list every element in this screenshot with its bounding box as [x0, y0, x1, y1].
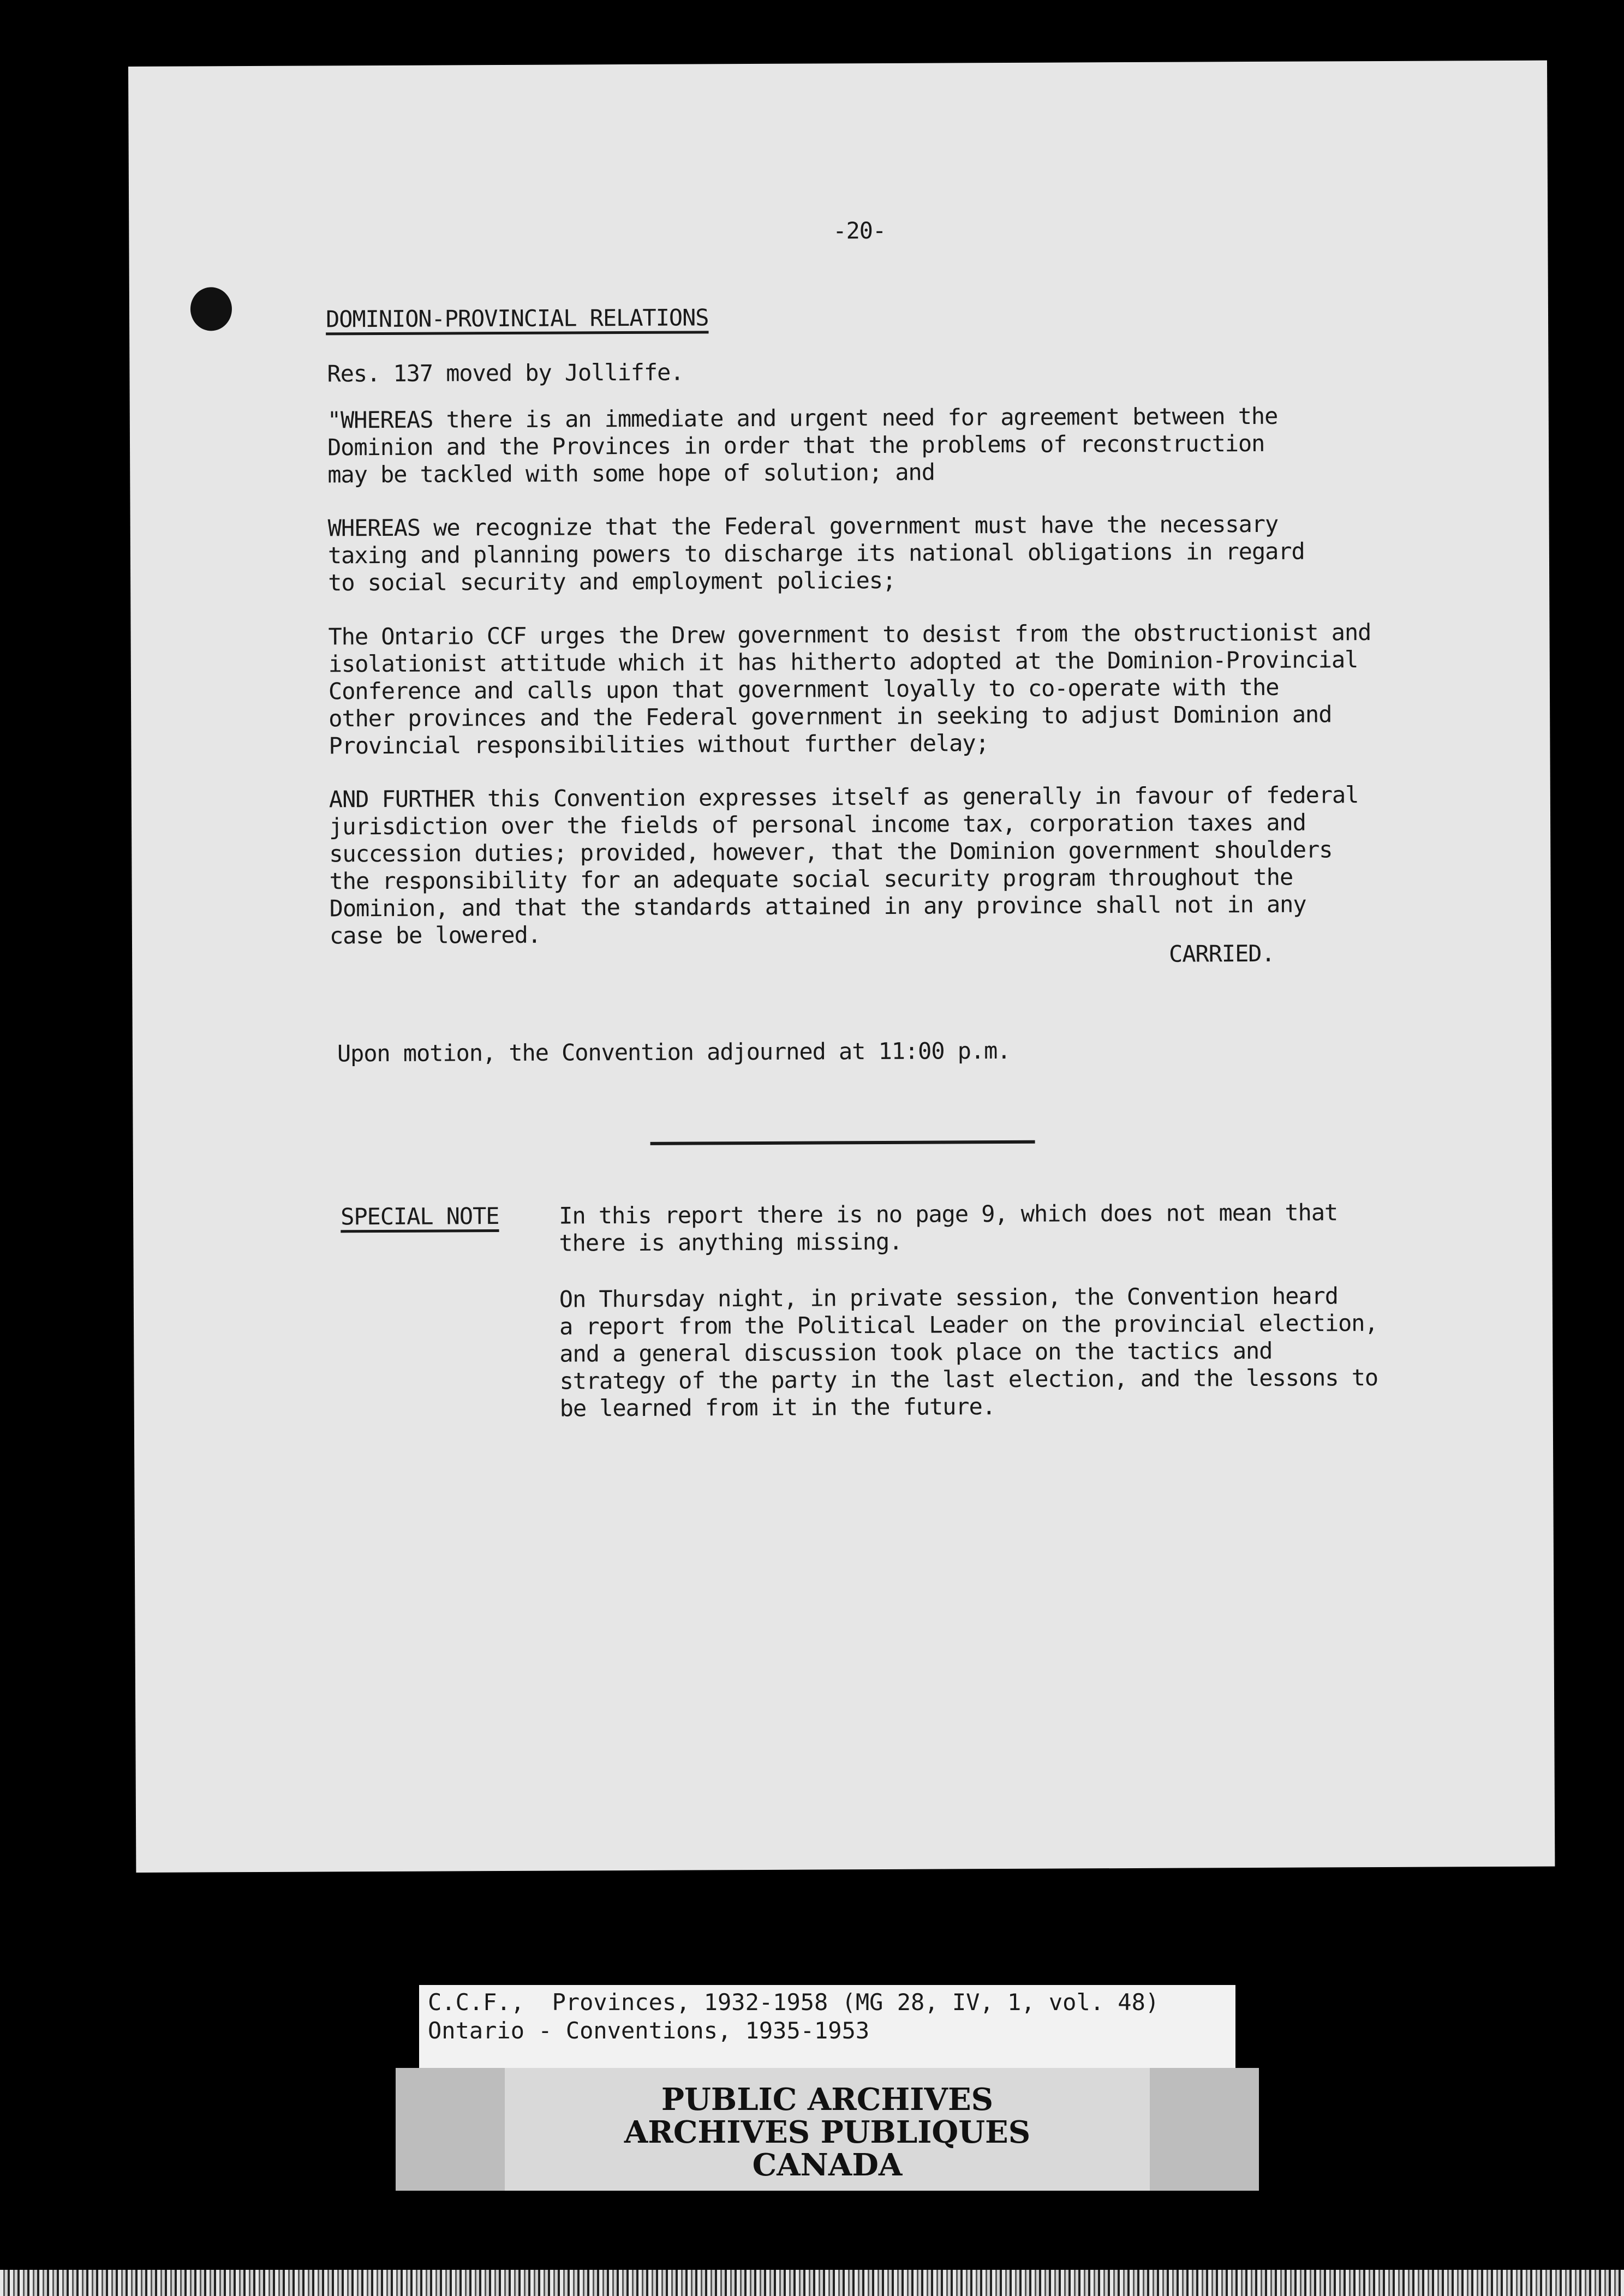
- paragraph-whereas-1: "WHEREAS there is an immediate and urgent need for agreement between the Dominion and the Provinces in order that the problems of reconstruction may be tackled with some hope of solution; and: [327, 402, 1278, 488]
- stamp-line-3: CANADA: [752, 2147, 903, 2183]
- stamp-line-1: PUBLIC ARCHIVES: [661, 2082, 994, 2118]
- archive-reference-line-1: C.C.F., Provinces, 1932-1958 (MG 28, IV, 1, vol. 48): [428, 1989, 1160, 2016]
- special-note-paragraph-2: On Thursday night, in private session, the Convention heard a report from the Political Leader on the provincial election, and a general discussion took place on the tactics and strategy of the party in the last election, and the lessons to be learned from it in the future.: [559, 1282, 1378, 1422]
- archive-reference-label: [419, 1985, 1235, 2071]
- page-number: -20-: [833, 217, 886, 244]
- carried-label: CARRIED.: [1169, 940, 1275, 967]
- paragraph-ontario-ccf: The Ontario CCF urges the Drew government to desist from the obstructionist and isolationist attitude which it has hitherto adopted at the Dominion-Provincial Conference and calls upon that government loyally to co-operate with the other provinces and the Federal government in seeking to adjust Dominion and Provincial responsibilities without further delay;: [328, 619, 1371, 760]
- special-note-paragraph-1: In this report there is no page 9, which does not mean that there is anything missing.: [559, 1199, 1338, 1257]
- film-edge: [0, 2270, 1624, 2296]
- separator-rule: [650, 1140, 1035, 1145]
- stamp-text: [396, 2083, 1259, 2181]
- archive-reference-line-2: Ontario - Conventions, 1935-1953: [428, 2017, 870, 2044]
- punch-hole: [190, 287, 232, 331]
- archive-stamp: [396, 2068, 1259, 2191]
- resolution-line: Res. 137 moved by Jolliffe.: [327, 358, 684, 387]
- section-heading: DOMINION-PROVINCIAL RELATIONS: [325, 304, 709, 333]
- paragraph-and-further: AND FURTHER this Convention expresses itself as generally in favour of federal jurisdiction over the fields of personal income tax, corporation taxes and succession duties; provided, however, that the Dominion government shoulders the responsibility for an adequate social security program throughout the Dominion, and that the standards attained in any province shall not in any case be lowered.: [329, 781, 1359, 949]
- paragraph-whereas-2: WHEREAS we recognize that the Federal government must have the necessary taxing and planning powers to discharge its national obligations in regard to social security and employment policies;: [327, 510, 1305, 596]
- document-page: [128, 61, 1555, 1873]
- special-note-label: SPECIAL NOTE: [341, 1203, 499, 1230]
- stamp-line-2: ARCHIVES PUBLIQUES: [624, 2114, 1031, 2150]
- adjournment-line: Upon motion, the Convention adjourned at 11:00 p.m.: [337, 1037, 1011, 1067]
